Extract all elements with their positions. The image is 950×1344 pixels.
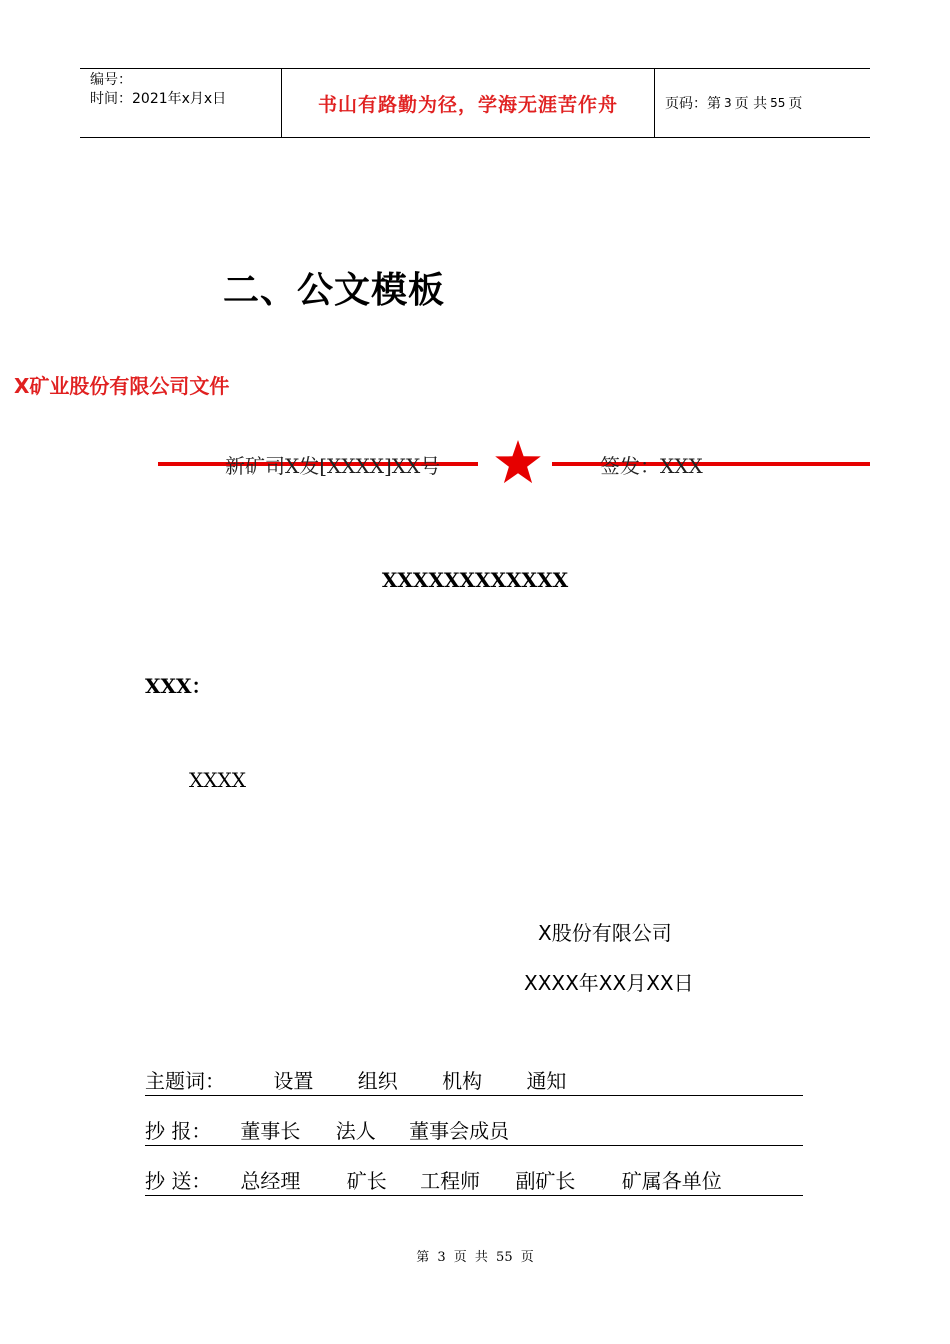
subject-word: 组织 <box>357 1069 398 1093</box>
header-meta <box>90 71 226 109</box>
subject-word: 设置 <box>273 1069 314 1093</box>
copy-to-item: 工程师 <box>420 1169 481 1193</box>
header-divider <box>654 69 655 137</box>
subject-word: 通知 <box>526 1069 567 1093</box>
signer: 签发：XXX <box>600 454 703 478</box>
copy-to-item: 总经理 <box>240 1169 301 1193</box>
report-to-item: 法人 <box>335 1119 376 1143</box>
report-to-label: 抄 报： <box>145 1119 212 1143</box>
document-title: XXXXXXXXXXXX <box>381 568 569 592</box>
header-page-current: 3 <box>724 96 732 110</box>
header-page-info <box>665 69 802 137</box>
header-time: 时间：2021年x月x日 <box>90 91 227 107</box>
subject-words-label: 主题词： <box>145 1069 225 1093</box>
page-footer: 第 3 页 共 55 页 <box>416 1250 534 1265</box>
copy-to-item: 矿属各单位 <box>621 1169 722 1193</box>
page-header <box>80 68 870 138</box>
report-to-row <box>145 1117 803 1146</box>
copy-to-item: 副矿长 <box>515 1169 576 1193</box>
report-to-item: 董事长 <box>240 1119 301 1143</box>
report-to-item: 董事会成员 <box>409 1119 510 1143</box>
header-page-total: 55 <box>770 96 786 110</box>
header-page-suffix: 页 <box>788 96 803 112</box>
red-star-icon <box>494 438 542 486</box>
header-motto: 书山有路勤为径，学海无涯苦作舟 <box>317 93 618 116</box>
body-text: XXXX <box>189 768 246 792</box>
header-number-label: 编号： <box>90 72 132 88</box>
copy-to-label: 抄 送： <box>145 1169 212 1193</box>
section-title: 二、公文模板 <box>223 270 446 311</box>
signature-company: X股份有限公司 <box>538 921 672 945</box>
signature-date: XXXX年XX月XX日 <box>524 971 694 995</box>
header-page-mid: 页 共 <box>734 96 768 112</box>
salutation: XXX： <box>145 674 212 698</box>
copy-to-row <box>145 1167 803 1196</box>
copy-to-item: 矿长 <box>346 1169 387 1193</box>
document-number: 新矿司X发[XXXX]XX号 <box>225 454 441 478</box>
header-page-prefix: 页码：第 <box>665 96 721 112</box>
org-heading: X矿业股份有限公司文件 <box>14 374 230 398</box>
subject-word: 机构 <box>442 1069 483 1093</box>
subject-words-row <box>145 1067 803 1096</box>
